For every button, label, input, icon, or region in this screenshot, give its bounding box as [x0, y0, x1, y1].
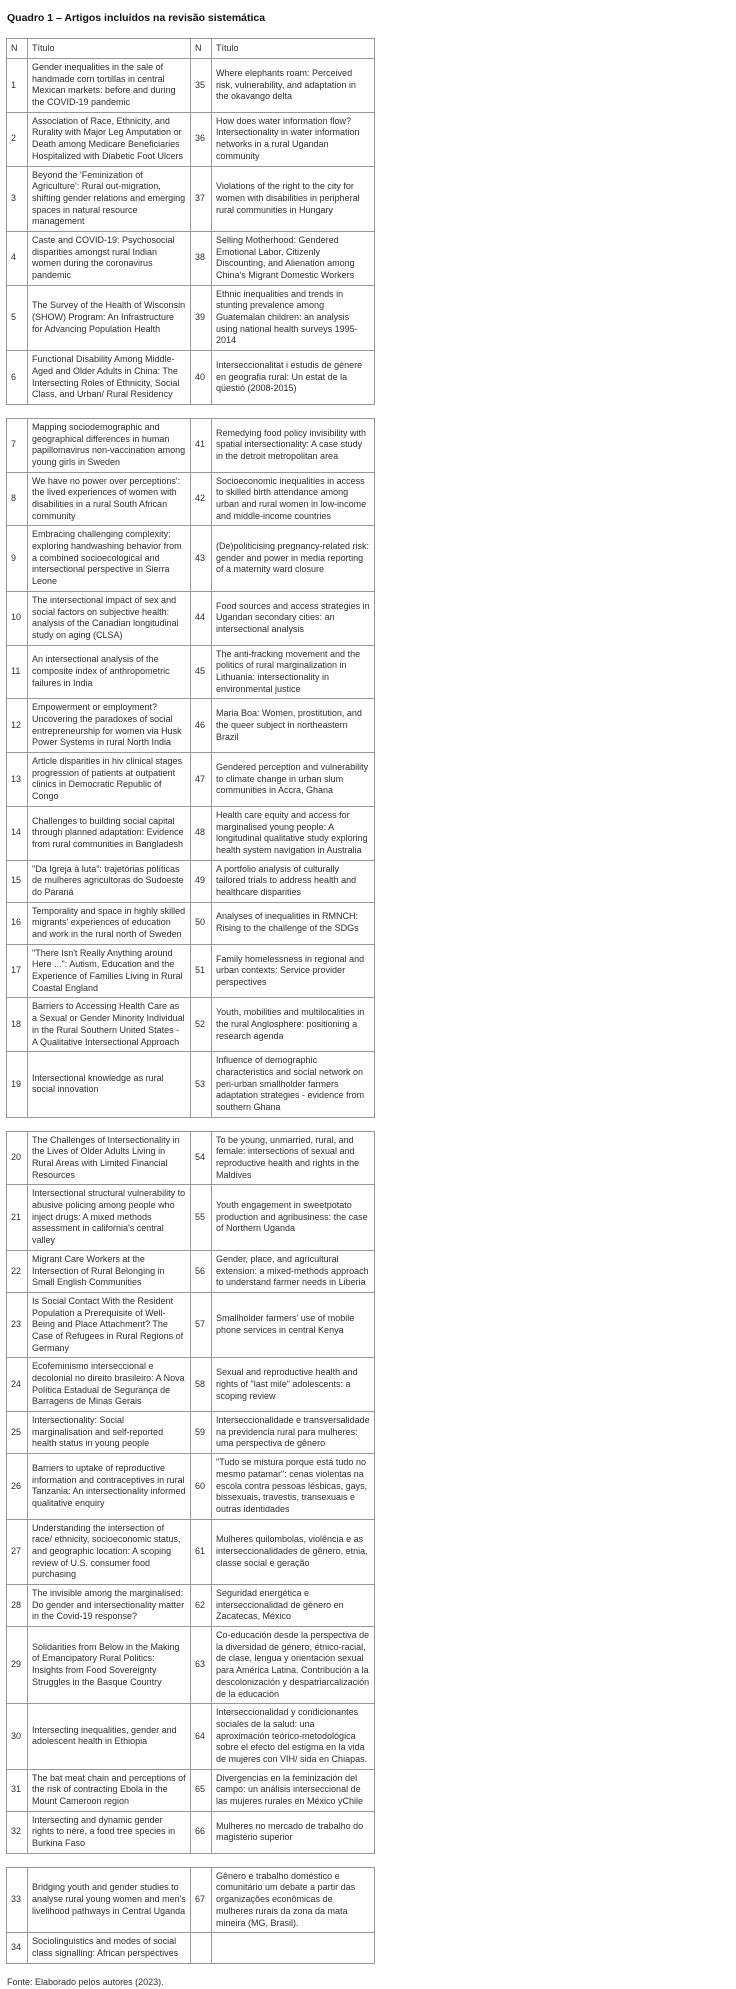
article-number-cell: 46 — [191, 699, 212, 753]
article-title-cell: To be young, unmarried, rural, and female: intersections of sexual and reproductive health and rights in the Maldives — [212, 1131, 375, 1185]
article-number-cell: 7 — [7, 418, 28, 472]
article-number-cell: 56 — [191, 1250, 212, 1292]
article-number-cell: 35 — [191, 59, 212, 113]
article-number-cell: 38 — [191, 231, 212, 285]
article-title-cell: "Da Igreja à luta": trajetórias políticas de mulheres agricultoras do Sudoeste do Paraná — [28, 860, 191, 902]
article-title-cell: (De)politicising pregnancy-related risk: gender and power in media reporting of a maternity ward closure — [212, 526, 375, 591]
article-number-cell: 64 — [191, 1704, 212, 1769]
article-title-cell: Understanding the intersection of race/ ethnicity, socioeconomic status, and geographic location: A scoping review of U.S. consumer food purchasing — [28, 1519, 191, 1584]
article-number-cell: 17 — [7, 944, 28, 998]
article-title-cell: Remedying food policy invisibility with spatial intersectionality: A case study in the detroit metropolitan area — [212, 418, 375, 472]
article-number-cell: 19 — [7, 1052, 28, 1117]
article-number-cell: 58 — [191, 1358, 212, 1412]
article-title-cell: A portfolio analysis of culturally tailored trials to address health and healthcare disparities — [212, 860, 375, 902]
article-number-cell: 16 — [7, 902, 28, 944]
article-number-cell: 24 — [7, 1358, 28, 1412]
article-title-cell: The intersectional impact of sex and social factors on subjective health: analysis of the Canadian longitudinal study on aging (CLSA) — [28, 591, 191, 645]
article-number-cell: 62 — [191, 1585, 212, 1627]
article-number-cell: 30 — [7, 1704, 28, 1769]
article-number-cell — [191, 1933, 212, 1963]
article-title-cell: The Survey of the Health of Wisconsin (SHOW) Program: An Infrastructure for Advancing Population Health — [28, 285, 191, 350]
table-row — [7, 1585, 375, 1627]
table-row — [7, 902, 375, 944]
article-number-cell: 47 — [191, 753, 212, 807]
table-row — [7, 699, 375, 753]
table-row — [7, 472, 375, 526]
table-row — [7, 1811, 375, 1853]
article-number-cell: 10 — [7, 591, 28, 645]
article-title-cell: Interseccionalidad y condicionantes sociales de la salud: una aproximación teórico-metodológica sobre el efecto del estigma en la vida de mujeres con VIH/ sida en Chiapas. — [212, 1704, 375, 1769]
article-title-cell: Maria Boa: Women, prostitution, and the queer subject in northeastern Brazil — [212, 699, 375, 753]
article-title-cell: Beyond the 'Feminization of Agriculture': Rural out-migration, shifting gender relations and emerging spaces in natural resource management — [28, 166, 191, 231]
article-title-cell: Interseccionalidade e transversalidade na previdencia rural para mulheres: uma perspectiva de gênero — [212, 1412, 375, 1454]
table-row — [7, 998, 375, 1052]
articles-table-block-4 — [6, 1867, 375, 1964]
table-row — [7, 944, 375, 998]
article-number-cell: 11 — [7, 645, 28, 699]
article-number-cell: 43 — [191, 526, 212, 591]
table-row — [7, 1250, 375, 1292]
article-number-cell: 29 — [7, 1627, 28, 1704]
article-title-cell: Bridging youth and gender studies to analyse rural young women and men's livelihood pathways in Central Uganda — [28, 1867, 191, 1932]
article-title-cell: Intersectional structural vulnerability to abusive policing among people who inject drugs: A mixed methods assessment in california's central valley — [28, 1185, 191, 1250]
article-title-cell: Intersectional knowledge as rural social innovation — [28, 1052, 191, 1117]
article-title-cell — [212, 1933, 375, 1963]
article-number-cell: 1 — [7, 59, 28, 113]
article-title-cell: Ecofeminismo interseccional e decolonial no direito brasileiro: A Nova Política Estadual de Segurança de Barragens de Minas Gerais — [28, 1358, 191, 1412]
articles-table — [6, 38, 736, 1964]
articles-table-block-3 — [6, 1131, 375, 1854]
article-title-cell: Smallholder farmers' use of mobile phone services in central Kenya — [212, 1292, 375, 1357]
article-number-cell: 18 — [7, 998, 28, 1052]
article-number-cell: 23 — [7, 1292, 28, 1357]
article-number-cell: 33 — [7, 1867, 28, 1932]
article-title-cell: Divergencias en la feminización del campo: un análisis interseccional de las mujeres rurales en México yChile — [212, 1769, 375, 1811]
article-title-cell: Intersectionality: Social marginalisation and self-reported health status in young people — [28, 1412, 191, 1454]
article-number-cell: 44 — [191, 591, 212, 645]
article-title-cell: Intersecting inequalities, gender and adolescent health in Ethiopia — [28, 1704, 191, 1769]
table-row — [7, 1412, 375, 1454]
table-row — [7, 112, 375, 166]
article-title-cell: Youth, mobilities and multilocalities in the rural Anglosphere: positioning a research agenda — [212, 998, 375, 1052]
article-title-cell: Functional Disability Among Middle-Aged and Older Adults in China: The Intersecting Roles of Ethnicity, Social Class, and Urban/ Rural Residency — [28, 351, 191, 405]
table-row — [7, 231, 375, 285]
article-number-cell: 51 — [191, 944, 212, 998]
article-title-cell: Migrant Care Workers at the Intersection of Rural Belonging in Small English Communities — [28, 1250, 191, 1292]
article-title-cell: How does water information flow? Intersectionality in water information networks in a rural Ugandan community — [212, 112, 375, 166]
article-number-cell: 54 — [191, 1131, 212, 1185]
table-row — [7, 806, 375, 860]
article-number-cell: 4 — [7, 231, 28, 285]
article-title-cell: Youth engagement in sweetpotato production and agribusiness: the case of Northern Uganda — [212, 1185, 375, 1250]
table-row — [7, 1358, 375, 1412]
article-number-cell: 66 — [191, 1811, 212, 1853]
article-number-cell: 3 — [7, 166, 28, 231]
table-row — [7, 1769, 375, 1811]
article-number-cell: 59 — [191, 1412, 212, 1454]
article-title-cell: "Tudo se mistura porque está tudo no mesmo patamar": cenas violentas na escola contra pessoas lésbicas, gays, bissexuais, travestis, transexuais e outras identidades — [212, 1454, 375, 1519]
article-title-cell: Family homelessness in regional and urban contexts: Service provider perspectives — [212, 944, 375, 998]
article-title-cell: Food sources and access strategies in Ugandan secondary cities: an intersectional analysis — [212, 591, 375, 645]
table-row — [7, 418, 375, 472]
article-number-cell: 31 — [7, 1769, 28, 1811]
article-title-cell: Analyses of inequalities in RMNCH: Rising to the challenge of the SDGs — [212, 902, 375, 944]
article-number-cell: 32 — [7, 1811, 28, 1853]
article-number-cell: 37 — [191, 166, 212, 231]
table-row — [7, 1292, 375, 1357]
article-title-cell: Barriers to uptake of reproductive information and contraceptives in rural Tanzania: An intersectionality informed qualitative enquiry — [28, 1454, 191, 1519]
table-row — [7, 591, 375, 645]
article-number-cell: 22 — [7, 1250, 28, 1292]
article-number-cell: 28 — [7, 1585, 28, 1627]
article-title-cell: Health care equity and access for marginalised young people: A longitudinal qualitative study exploring health system navigation in Australia — [212, 806, 375, 860]
article-number-cell: 60 — [191, 1454, 212, 1519]
article-number-cell: 15 — [7, 860, 28, 902]
article-title-cell: Sexual and reproductive health and rights of "last mile" adolescents: a scoping review — [212, 1358, 375, 1412]
article-number-cell: 25 — [7, 1412, 28, 1454]
article-number-cell: 14 — [7, 806, 28, 860]
article-title-cell: Ethnic inequalities and trends in stunting prevalence among Guatemalan children: an analysis using national health surveys 1995-2014 — [212, 285, 375, 350]
article-title-cell: Embracing challenging complexity: exploring handwashing behavior from a combined socioecological and intersectional perspective in Sierra Leone — [28, 526, 191, 591]
article-title-cell: Empowerment or employment? Uncovering the paradoxes of social entrepreneurship for women via Husk Power Systems in rural North India — [28, 699, 191, 753]
column-header-titulo: Título — [28, 39, 191, 59]
article-title-cell: The invisible among the marginalised: Do gender and intersectionality matter in the Covid-19 response? — [28, 1585, 191, 1627]
article-number-cell: 65 — [191, 1769, 212, 1811]
table-row — [7, 351, 375, 405]
article-title-cell: "There Isn't Really Anything around Here ...": Autism, Education and the Experience of Families Living in Rural Coastal England — [28, 944, 191, 998]
article-title-cell: Influence of demographic characteristics and social network on peri-urban smallholder farmers adaptation strategies - evidence from southern Ghana — [212, 1052, 375, 1117]
article-number-cell: 9 — [7, 526, 28, 591]
article-number-cell: 34 — [7, 1933, 28, 1963]
article-number-cell: 41 — [191, 418, 212, 472]
article-number-cell: 21 — [7, 1185, 28, 1250]
article-title-cell: Intersecting and dynamic gender rights to néré, a food tree species in Burkina Faso — [28, 1811, 191, 1853]
column-header-n: N — [7, 39, 28, 59]
article-title-cell: Mulheres no mercado de trabalho do magistério superior — [212, 1811, 375, 1853]
article-title-cell: Interseccionalitat i estudis de gènere en geografia rural: Un estat de la qüestió (2008-2015) — [212, 351, 375, 405]
article-title-cell: An intersectional analysis of the composite index of anthropometric failures in India — [28, 645, 191, 699]
table-row — [7, 1627, 375, 1704]
table-row — [7, 1052, 375, 1117]
article-number-cell: 5 — [7, 285, 28, 350]
article-number-cell: 36 — [191, 112, 212, 166]
table-row — [7, 753, 375, 807]
articles-table-block-1 — [6, 38, 375, 405]
article-number-cell: 57 — [191, 1292, 212, 1357]
article-number-cell: 50 — [191, 902, 212, 944]
article-title-cell: Gênero e trabalho doméstico e comunitário um debate a partir das organizações econômicas de mulheres rurais da zona da mata mineira (MG, Brasil). — [212, 1867, 375, 1932]
table-caption: Quadro 1 – Artigos incluídos na revisão sistemática — [7, 12, 266, 24]
article-title-cell: Gender inequalities in the sale of handmade corn tortillas in central Mexican markets: before and during the COVID-19 pandemic — [28, 59, 191, 113]
table-row — [7, 645, 375, 699]
article-title-cell: Gender, place, and agricultural extension: a mixed-methods approach to understand farmer needs in Liberia — [212, 1250, 375, 1292]
article-number-cell: 13 — [7, 753, 28, 807]
article-title-cell: Caste and COVID-19: Psychosocial disparities amongst rural Indian women during the coronavirus pandemic — [28, 231, 191, 285]
table-row — [7, 1933, 375, 1963]
table-row — [7, 860, 375, 902]
article-title-cell: Mulheres quilombolas, violência e as interseccionalidades de gênero, etnia, classe social e geração — [212, 1519, 375, 1584]
article-number-cell: 2 — [7, 112, 28, 166]
article-title-cell: Solidarities from Below in the Making of Emancipatory Rural Politics: Insights from Food Sovereignty Struggles in the Basque Country — [28, 1627, 191, 1704]
source-note: Fonte: Elaborado pelos autores (2023). — [7, 1976, 164, 1987]
column-header-n: N — [191, 39, 212, 59]
article-title-cell: Socioeconomic inequalities in access to skilled birth attendance among urban and rural women in low-income and middle-income countries — [212, 472, 375, 526]
article-number-cell: 27 — [7, 1519, 28, 1584]
article-title-cell: Selling Motherhood: Gendered Emotional Labor, Citizenly Discounting, and Alienation among China's Migrant Domestic Workers — [212, 231, 375, 285]
article-title-cell: We have no power over perceptions': the lived experiences of women with disabilities in a rural South African community — [28, 472, 191, 526]
article-number-cell: 67 — [191, 1867, 212, 1932]
article-number-cell: 39 — [191, 285, 212, 350]
article-number-cell: 48 — [191, 806, 212, 860]
article-number-cell: 55 — [191, 1185, 212, 1250]
article-title-cell: Temporality and space in highly skilled migrants' experiences of education and work in the rural north of Sweden — [28, 902, 191, 944]
article-title-cell: Gendered perception and vulnerability to climate change in urban slum communities in Accra, Ghana — [212, 753, 375, 807]
article-number-cell: 42 — [191, 472, 212, 526]
article-title-cell: Sociolinguistics and modes of social class signalling: African perspectives — [28, 1933, 191, 1963]
article-title-cell: Article disparities in hiv clinical stages progression of patients at outpatient clinics in Democratic Republic of Congo — [28, 753, 191, 807]
table-header-row — [7, 39, 375, 59]
article-number-cell: 52 — [191, 998, 212, 1052]
column-header-titulo: Título — [212, 39, 375, 59]
article-number-cell: 53 — [191, 1052, 212, 1117]
article-title-cell: Co-educación desde la perspectiva de la diversidad de género, étnico-racial, de clase, lengua y orientación sexual para América Latina. Contribución a la descolonización y despatriarcalización de la educación — [212, 1627, 375, 1704]
article-number-cell: 8 — [7, 472, 28, 526]
table-row — [7, 1867, 375, 1932]
article-title-cell: Is Social Contact With the Resident Population a Prerequisite of Well-Being and Place Attachment? The Case of Refugees in Rural Regions of Germany — [28, 1292, 191, 1357]
article-number-cell: 12 — [7, 699, 28, 753]
article-title-cell: The bat meat chain and perceptions of the risk of contracting Ebola in the Mount Cameroon region — [28, 1769, 191, 1811]
article-title-cell: Association of Race, Ethnicity, and Rurality with Major Leg Amputation or Death among Medicare Beneficiaries Hospitalized with Diabetic Foot Ulcers — [28, 112, 191, 166]
table-row — [7, 59, 375, 113]
article-number-cell: 63 — [191, 1627, 212, 1704]
article-title-cell: Seguridad energética e interseccionalidad de género en Zacatecas, México — [212, 1585, 375, 1627]
article-title-cell: Violations of the right to the city for women with disabilities in peripheral rural communities in Hungary — [212, 166, 375, 231]
articles-table-block-2 — [6, 418, 375, 1118]
table-row — [7, 1185, 375, 1250]
article-number-cell: 49 — [191, 860, 212, 902]
table-row — [7, 1519, 375, 1584]
article-number-cell: 61 — [191, 1519, 212, 1584]
article-title-cell: Barriers to Accessing Health Care as a Sexual or Gender Minority Individual in the Rural Southern United States - A Qualitative Intersectional Approach — [28, 998, 191, 1052]
article-title-cell: Challenges to building social capital through planned adaptation: Evidence from rural communities in Bangladesh — [28, 806, 191, 860]
table-row — [7, 1704, 375, 1769]
article-title-cell: The Challenges of Intersectionality in the Lives of Older Adults Living in Rural Areas with Limited Financial Resources — [28, 1131, 191, 1185]
table-row — [7, 1454, 375, 1519]
article-title-cell: Where elephants roam: Perceived risk, vulnerability, and adaptation in the okavango delta — [212, 59, 375, 113]
article-number-cell: 26 — [7, 1454, 28, 1519]
article-title-cell: The anti-fracking movement and the politics of rural marginalization in Lithuania: intersectionality in environmental justice — [212, 645, 375, 699]
table-row — [7, 285, 375, 350]
table-row — [7, 526, 375, 591]
article-number-cell: 20 — [7, 1131, 28, 1185]
table-row — [7, 166, 375, 231]
article-number-cell: 45 — [191, 645, 212, 699]
article-title-cell: Mapping sociodemographic and geographical differences in human papillomavirus non-vaccination among young girls in Sweden — [28, 418, 191, 472]
article-number-cell: 40 — [191, 351, 212, 405]
table-row — [7, 1131, 375, 1185]
article-number-cell: 6 — [7, 351, 28, 405]
